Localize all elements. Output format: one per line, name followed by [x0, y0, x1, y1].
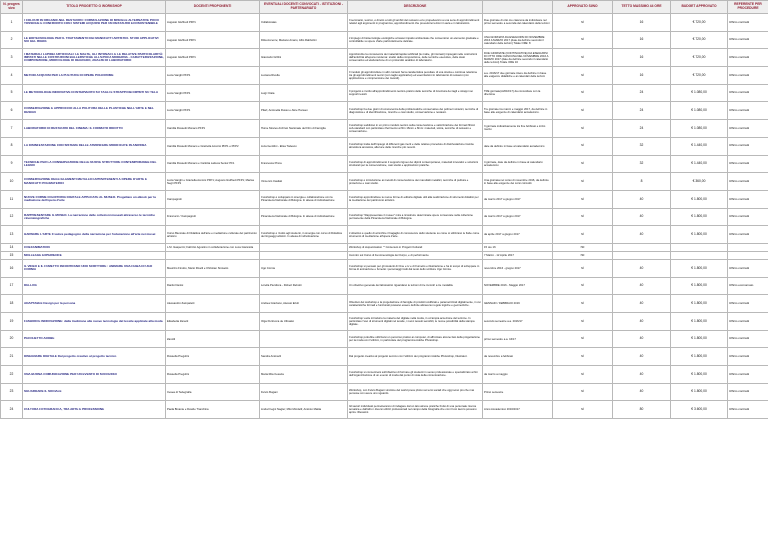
header-description: DESCRIZIONE	[348, 1, 483, 14]
cell-approved: sì	[553, 67, 613, 85]
cell-project-title: LE BIOTECNOLOGIE PER IL TRATTAMENTO DEI MANUFATTI ARTISTICI. STUDI APPLICATIVI SUI GEL RIGIDI.	[23, 31, 166, 49]
cell-dates: GENNAIO / FEBBRAIO 2016	[483, 295, 553, 313]
table-row	[1, 120, 768, 138]
cell-description: Il seminario, teorico, è diretto a tutti gli ambiti del restauro ed è propedeutico a una serie di approfondimenti relativi agli argomenti in programma, approfondimenti che prevedono lezioni in aula e in laboratorio.	[348, 14, 483, 32]
table-row	[1, 190, 768, 208]
cell-guests: Luigi Orata	[260, 84, 348, 102]
cell-hours: 24	[613, 102, 671, 120]
cell-description: Il workshop è introduzione ai metodi di conservazione dei manufatti metallici, tecniche di pulitura e protezione e casi studio.	[348, 173, 483, 191]
cell-description: Il workshop suddiviso in un primo modulo teorico sulla conservazione e valorizzazione dei formati filmici sub-standard con particolare riferimento ai film 16mm e 8mm: materiali, storia, tecniche di restauro e conservazione.	[348, 120, 483, 138]
table-row	[1, 259, 768, 277]
cell-teachers: Francucci / Campagnoli	[166, 208, 260, 226]
cell-hours: 40	[613, 383, 671, 401]
cell-budget: € 3.600,00	[671, 401, 728, 419]
cell-description: Obiettivo del workshop è la progettazione di famiglie di prodotti codificati e parametrizzati digitalmente, in cui caratteristiche formali e funzionali possano essere definite attraverso regole logiche e geometriche.	[348, 295, 483, 313]
cell-teachers: Rossella Pregolini	[166, 366, 260, 384]
cell-teachers: Corso Biennale di Didattica dell'arte e mediazione culturale del patrimonio artistico	[166, 226, 260, 244]
cell-project-title: HARNARE L'ARTE Il valore pedagogico della narrazione per l'educazione all'arte nei musei	[23, 226, 166, 244]
cell-teachers: Cesea di Tedegrafia	[166, 383, 260, 401]
cell-approved: no	[553, 251, 613, 259]
cell-project-title: ADAPTABLE Design per la persona	[23, 295, 166, 313]
cell-guests: Home Movies Archivio Nazionale del Film di Famiglia	[260, 120, 348, 138]
cell-dates: date da definire in base al calendario accademico	[483, 137, 553, 155]
table-row	[1, 49, 768, 67]
cell-dates: 3 giornate indicativamente tra fine febbraio e inizio marzo	[483, 120, 553, 138]
cell-description: Il workshop si pensato per gli studenti di Cine e tv e di Fumetto e illustrazione e ha lo scopo di sviluppare in forma di animazione e fumetto i personaggi tratti dal testo dello scrittore Ugo Cornia.	[348, 259, 483, 277]
cell-row-number: 15	[1, 251, 23, 259]
cell-office: Ufficio contratti	[728, 401, 768, 419]
table-row	[1, 366, 768, 384]
cell-description: Il workshop di approfondimento il supporto ligneo dei dipinti contemporanei, materiali innovativi e soluzioni strutturali per la conservazione, casi studio e applicazioni pratiche.	[348, 155, 483, 173]
cell-hours	[613, 251, 671, 259]
cell-hours: 40	[613, 366, 671, 384]
cell-dates: DUE GIORNATE (CONTINUATIVE) DA ESEGUIRSI DI OTTO ORE CIASCUNA NEL NOVEMBRE 2016 A MARZO 2017 (date da definire secondo il calendario delle lezioni) Totale ORE 16	[483, 49, 553, 67]
cell-teachers: Lucia Vanghi PFP1	[166, 102, 260, 120]
table-row	[1, 401, 768, 419]
cell-approved: sì	[553, 49, 613, 67]
cell-teachers	[166, 251, 260, 259]
cell-hours: 32	[613, 155, 671, 173]
cell-dates: 7 Marzo - 12 Aprile 2017	[483, 251, 553, 259]
table-row	[1, 84, 768, 102]
cell-teachers: Augusto Giuffredi PFP1	[166, 14, 260, 32]
cell-teachers: Augusto Giuffredi PFP1	[166, 31, 260, 49]
cell-approved: sì	[553, 31, 613, 49]
cell-project-title: I COLOUR IN ORGANIC-NEL RESTAURO: FORMULAZIONE DI MISCELE ALTERNATIVE POCO TOSSICHE E CONFRONTO CON I SISTEMI ACQUOSI PER UN RESTAURO ECOSOSTENIBILE	[23, 14, 166, 32]
cell-approved: sì	[553, 259, 613, 277]
table-row	[1, 348, 768, 366]
cell-project-title: CONSERVAZIONE DEGLI ELEMENTI METALLICI APPARTENENTI A OPERE D'ARTE E MANUFATTI POLIMATERICI	[23, 173, 166, 191]
cell-office: Ufficio contratti	[728, 137, 768, 155]
cell-hours: 80	[613, 401, 671, 419]
cell-project-title: PACCHETTO ADOBE	[23, 330, 166, 348]
table-row	[1, 277, 768, 295]
cell-row-number: 16	[1, 259, 23, 277]
header-num: N. progres sivo	[1, 1, 23, 14]
cell-project-title: UNA BUONA COMUNICAZIONE PER UN EVENTO DI SUCCESSO	[23, 366, 166, 384]
cell-guests: Luciana Rivella	[260, 67, 348, 85]
cell-approved: sì	[553, 313, 613, 331]
cell-row-number: 8	[1, 137, 23, 155]
cell-hours: 40	[613, 295, 671, 313]
cell-teachers: Danilo Danisi	[166, 277, 260, 295]
cell-dates: Anno Accademico 2016/2017	[483, 401, 553, 419]
cell-approved: sì	[553, 330, 613, 348]
cell-teachers: Rossella Pregolini	[166, 348, 260, 366]
header-guests: EVENTUALI DOCENTI CONVOCATI - ISTITUZIONI - PARTENARIATO	[260, 1, 348, 14]
cell-row-number: 2	[1, 31, 23, 49]
cell-office: Ufficio contratti	[728, 295, 768, 313]
cell-row-number: 5	[1, 84, 23, 102]
cell-row-number: 23	[1, 383, 23, 401]
cell-approved: sì	[553, 173, 613, 191]
cell-dates: TRE giornate(A2016/17) da concordare con la direzione	[483, 84, 553, 102]
table-row	[1, 137, 768, 155]
cell-project-title: COEXANIMATION	[23, 243, 166, 251]
cell-project-title: I MATERIALI LAPIDEI ARTIFICIALI: LE MALTE, GLI INTONACI. E LE RELATIVE PARTICOLARITÀ: IMPASTI NELLE COSTRUZIONI BALLERSTICHE ALL'EPOCA MODERNA - CARATTERIZZAZIONE, COMPOSIZIONE, MORFOLOGIE DI DEGRADO, ANALISI DI LABORATORIO	[23, 49, 166, 67]
table-row	[1, 67, 768, 85]
cell-office	[728, 243, 768, 251]
cell-approved: sì	[553, 155, 613, 173]
cell-guests: Pilart; Antonella Russo e Alice Hansen	[260, 102, 348, 120]
cell-project-title: MOLLEAGE EXPERIENCE	[23, 251, 166, 259]
cell-row-number: 13	[1, 226, 23, 244]
cell-approved: sì	[553, 190, 613, 208]
cell-budget: € 1.800,00	[671, 277, 728, 295]
table-row	[1, 226, 768, 244]
cell-approved: sì	[553, 277, 613, 295]
cell-dates: NOVEMBRE 2016 - Maggio 2017	[483, 277, 553, 295]
cell-budget: € 1.800,00	[671, 259, 728, 277]
cell-project-title: LABORATORIO DI RESTAURO DEL CINEMA: IL FORMATO RIDOTTO	[23, 120, 166, 138]
header-cfa: TETTO MASSIMO 44 ORE	[613, 1, 671, 14]
cell-teachers: Maurizio Finotto, Mario Rivelli e Christian Sinisetto	[166, 259, 260, 277]
cell-project-title: DISEGNARE DIGITALE Dal progetto creativo al progetto tecnico	[23, 348, 166, 366]
cell-office: Ufficio contratti	[728, 67, 768, 85]
cell-approved: sì	[553, 401, 613, 419]
cell-office: Ufficio contratti	[728, 84, 768, 102]
cell-approved: sì	[553, 14, 613, 32]
header-dates	[483, 1, 553, 14]
cell-hours: 40	[613, 313, 671, 331]
cell-description: Il workshop ha due giorni di conoscenza della problematiche conservative dei polimeri sintetici, tecniche di diagnostica e di identificazione, ricerche e casi studio, conservazione e restauro.	[348, 102, 483, 120]
cell-row-number: 19	[1, 313, 23, 331]
cell-hours: 32	[613, 137, 671, 155]
cell-teachers: Lucia Vanghi PFP1	[166, 84, 260, 102]
cell-row-number: 20	[1, 330, 23, 348]
cell-description: Il workshop potrebbe utilizzarsi un percorso pratico ai computer, di affrontare alcune fasi della progettazione per la moda con l'utilizzo, in particolare del programma Adobe Photoshop.	[348, 330, 483, 348]
cell-description: Workshop di stopanimation "" Contenuto in Progetti Culturali	[348, 243, 483, 251]
cell-row-number: 14	[1, 243, 23, 251]
cell-budget: € 1.800,00	[671, 348, 728, 366]
cell-guests: Francesca Pinna	[260, 155, 348, 173]
cell-row-number: 3	[1, 49, 23, 67]
cell-budget: € 1.080,00	[671, 84, 728, 102]
cell-teachers: Campagnoli	[166, 190, 260, 208]
cell-budget: € 1.800,00	[671, 383, 728, 401]
cell-hours: 40	[613, 348, 671, 366]
cell-dates: a.a. 2016/17 due giornate intere da definire in base alle esigenze didattiche e ai calendari delle lezioni	[483, 67, 553, 85]
cell-dates: 4 giornate, date da definire in base al calendario accademico	[483, 155, 553, 173]
cell-dates: novembre 2016 - giugno 2017	[483, 259, 553, 277]
cell-hours: 16	[613, 14, 671, 32]
cell-teachers: Lucia Vanghi e Graziella Accorsi PFP1; Augusto Giuffredi PFP1; Marisa Negri PFP1	[166, 173, 260, 191]
table-row	[1, 208, 768, 226]
cell-budget: € 1.800,00	[671, 330, 728, 348]
cell-budget: € 720,00	[671, 49, 728, 67]
cell-office: Ufficio economato	[728, 277, 768, 295]
cell-budget: € 1.440,00	[671, 155, 728, 173]
cell-row-number: 17	[1, 277, 23, 295]
cell-office: Ufficio contratti	[728, 383, 768, 401]
cell-row-number: 24	[1, 401, 23, 419]
cell-office: Ufficio contratti	[728, 155, 768, 173]
cell-project-title: FASHION E INNOVAZIONE: dalla tradizione alle nuove tecnologie del tessile applicate alla moda	[23, 313, 166, 331]
table-row	[1, 251, 768, 259]
cell-guests	[260, 243, 348, 251]
cell-approved: sì	[553, 383, 613, 401]
cell-teachers: Augusto Giuffredi PFP1	[166, 49, 260, 67]
cell-office: Ufficio contratti	[728, 49, 768, 67]
cell-office: Ufficio contratti	[728, 366, 768, 384]
cell-guests: Pinacoteca Nazionale di Bologna. In attesa di individuazione	[260, 208, 348, 226]
cell-guests: Fulvio Bugani	[260, 383, 348, 401]
cell-row-number: 12	[1, 208, 23, 226]
table-row	[1, 155, 768, 173]
cell-office: Ufficio contratti	[728, 31, 768, 49]
cell-budget: € 1.080,00	[671, 102, 728, 120]
cell-description: L'obiettivo è quello di arricchire il bagaglio di conoscenze dello studente su come si utilizzano le fiabe come strumento di mediazione all'opera d'arte.	[348, 226, 483, 244]
cell-project-title: SGUARDARE IL SOCIALE	[23, 383, 166, 401]
cell-office: Ufficio contratti	[728, 190, 768, 208]
cell-description: L'impiego di biotecnologie ecologiche a basso impatto ambientale che consentono un elemento graduale e controllabile su opere d'arte particolarmente delicate.	[348, 31, 483, 49]
cell-dates: Tre giornate tra marzo e maggio 2017, da definire in base alle esigenze di calendario accademico.	[483, 102, 553, 120]
cell-approved: sì	[553, 84, 613, 102]
cell-row-number: 22	[1, 366, 23, 384]
cell-teachers: Elisabetta Zanetti	[166, 313, 260, 331]
cell-approved: sì	[553, 348, 613, 366]
cell-guests: Livia Gentilini - Elisa Todesco	[260, 137, 348, 155]
cell-office: Ufficio contratti	[728, 102, 768, 120]
table-row	[1, 173, 768, 191]
cell-budget: € 1.440,00	[671, 137, 728, 155]
cell-project-title: LA DISINFESTAZIONE CON SISTEMA DELLE ATMOSFERE MODIFICATE IN ANOSSIA	[23, 137, 166, 155]
cell-project-title: TECNICHE PER LA CONSERVAZIONE DELLE NUOVE STRUTTURE CONTEMPORANEE DEL LEGNO	[23, 155, 166, 173]
table-row	[1, 313, 768, 331]
cell-teachers: L.M. Gasperini; Fabrizio Agostino in collaborazione con Luca Gianniola	[166, 243, 260, 251]
cell-project-title: CONSERVAZIONE E APPROCCIO ALLA PULITURA DELLE PLASTICHE NELL'ARTE E NEL DESIGN	[23, 102, 166, 120]
cell-approved: sì	[553, 120, 613, 138]
cell-guests: Lorella Pierdicca - Robert Rebotti	[260, 277, 348, 295]
cell-budget: € 1.800,00	[671, 226, 728, 244]
cell-description: Il progetto è rivolto all'approfondimento teorico-pratico delle tecniche di ricucitura dei tagli e strappi nei supporti tessili.	[348, 84, 483, 102]
cell-project-title: LE METODOLOGIE INNOVATIVE DI INTERVENTO SU TAGLI E STRAPPI NEI DIPINTI SU TELA	[23, 84, 166, 102]
cell-budget: € 720,00	[671, 31, 728, 49]
cell-dates: UNA GIORNATA DA ESEGUIRSI DI NOVEMBRE 2016 A MARZO 2017 (date da definire secondo il calendario delle lezioni) Totale ORE: 8	[483, 31, 553, 49]
header-row	[1, 1, 768, 14]
cell-budget: € 720,00	[671, 14, 728, 32]
cell-office: Ufficio contratti	[728, 226, 768, 244]
cell-guests: Sandra Antonelli	[260, 348, 348, 366]
cell-office: Ufficio contratti	[728, 330, 768, 348]
cell-guests: Collaboratas	[260, 14, 348, 32]
cell-project-title: CULTURA FOTOGRAFICA, TRA ARTE E PROFESSIONE	[23, 401, 166, 419]
cell-description: Incontro sul Corso di Fenomenologia del Corpo, e di performanze	[348, 251, 483, 259]
cell-budget	[671, 243, 728, 251]
cell-hours: 40	[613, 259, 671, 277]
cell-office: Ufficio contratti	[728, 173, 768, 191]
table-row	[1, 14, 768, 32]
cell-hours: 40	[613, 226, 671, 244]
cell-row-number: 11	[1, 190, 23, 208]
cell-budget: € 1.800,00	[671, 313, 728, 331]
table-row	[1, 102, 768, 120]
cell-dates: da marzo 2017 a giugno 2017	[483, 208, 553, 226]
cell-project-title: DIA-LOG	[23, 277, 166, 295]
cell-row-number: 4	[1, 67, 23, 85]
table-row	[1, 243, 768, 251]
cell-dates: Due giornate di otto ore ciascuna da individuare nel primo semestre a seconda del calendario delle lezioni	[483, 14, 553, 32]
cell-teachers: Zanolli	[166, 330, 260, 348]
cell-teachers: Camilla Rossetti Monaco e Carlotta Lattuca Senior PF1	[166, 155, 260, 173]
cell-description: Dal progetto creativo al progetto tecnico con l'utilizzo dei programmi Adobe Photoshop, Illustrator.	[348, 348, 483, 366]
header-office: REFERENTE PER PROCEDURE	[728, 1, 768, 14]
cell-budget: € 1.800,00	[671, 295, 728, 313]
cell-description: Il workshop si concentrerà sull'obiettivo di formare gli studenti in senso professionale e specializzato ai fini dell'organizzazione di un evento di moda dal punto di vista della comunicazione.	[348, 366, 483, 384]
cell-description: Gli autori individuati permetteranno di indagare dal un lato alcune pratiche frutto di una personale ricerca tematica e dall'altro i diversi utilizzi professionali nel campo della fotografia che con il loro lavoro possono aprire riflessioni.	[348, 401, 483, 419]
cell-row-number: 10	[1, 173, 23, 191]
header-budget: BUDGET APPROVATO	[671, 1, 728, 14]
cell-guests	[260, 251, 348, 259]
cell-description: Il workshop approfondisce le nuove forme di editoria digitale utili alla realizzazione di strumenti didattici per la mediazione del patrimonio artistico.	[348, 190, 483, 208]
cell-project-title: NUOVE FORME DI EDITORIA DIGITALE APPLICATE AL MUSEO. Progettare un eBook per la mediazione dell'opera d'arte	[23, 190, 166, 208]
cell-description: Il workshop vuole introdurre la materia del digitale nella moda, in un'ampia accezione del termine. In particolare l'uso di strumenti digitali nel tessile, i nuovi tessuti sensibili, le nuove possibilità della stampa digitale.	[348, 313, 483, 331]
cell-project-title: METODI ACQUOSI PER LA PULITURA DI OPERE POLICROME	[23, 67, 166, 85]
cell-office: Ufficio contratti	[728, 348, 768, 366]
header-title: TITOLO PROGETTO O WORKSHOP	[23, 1, 166, 14]
cell-description: Approfondire la conoscenza dei materiali lapidei artificiali (le malte, gli intonaci) impiegati nelle costruzioni dall'antichità all'epoca moderna: studio della composizione, delle tecniche esecutive, delle stato conservativo ed elaborazione di un protocollo analitico di laboratorio.	[348, 49, 483, 67]
cell-guests: Olga Pertrucca de Ultrasko	[260, 313, 348, 331]
cell-dates: da aprile 2017 a giugno 2017	[483, 226, 553, 244]
cell-row-number: 18	[1, 295, 23, 313]
cell-hours: 40	[613, 190, 671, 208]
cell-dates: da marzo a maggio	[483, 366, 553, 384]
cell-row-number: 7	[1, 120, 23, 138]
cell-budget	[671, 251, 728, 259]
table-body	[1, 14, 768, 419]
cell-office: Ufficio contratti	[728, 208, 768, 226]
table-row	[1, 31, 768, 49]
cell-hours	[613, 243, 671, 251]
cell-row-number: 6	[1, 102, 23, 120]
cell-description: Il workshop "Rappresentare il museo" mira a ricostruire determinate opere conservate nella collezione permanente della Pinacoteca Nazionale di Bologna.	[348, 208, 483, 226]
cell-teachers: Alessandro Zampaletti	[166, 295, 260, 313]
cell-row-number: 1	[1, 14, 23, 32]
cell-teachers: Camilla Rossetti Monaco e Graziella Accorsi PFP1 e PFP2	[166, 137, 260, 155]
cell-teachers: Paola Binante e Davide Tranchina	[166, 401, 260, 419]
cell-budget: € 1.800,00	[671, 366, 728, 384]
header-approved: APPROVATO SI/NO	[553, 1, 613, 14]
cell-teachers: Camilla Rossetti Monaco PFP1	[166, 120, 260, 138]
cell-guests: Il workshop è sviluppato in sinergia e collaborazione con la Pinacoteca Nazionale di Bologna. In attesa di individuazione	[260, 190, 348, 208]
cell-office	[728, 251, 768, 259]
cell-guests: Andrea Graziano, Alessio Erioli	[260, 295, 348, 313]
cell-office: Ufficio contratti	[728, 120, 768, 138]
cell-budget: € 1.080,00	[671, 120, 728, 138]
cell-dates: Una giornata nel corso di novembre 2016, da definire in base alle esigenze dei corsi coinvolti.	[483, 173, 553, 191]
cell-office: Ufficio contratti	[728, 313, 768, 331]
cell-description: Il modulo gli approfondisce in altri contesti ha la caratteristica peculiare di una stretta e continua relazione tra gli approfondimenti teorici (con taglio applicativo) ed esercitazioni in laboratorio di restauro (con applicazione e comprensione dei metodi).	[348, 67, 483, 85]
cell-approved: sì	[553, 295, 613, 313]
cell-budget: € 360,00	[671, 173, 728, 191]
cell-hours: 16	[613, 67, 671, 85]
cell-approved: sì	[553, 102, 613, 120]
cell-guests: Giancarlo Grillini	[260, 49, 348, 67]
cell-approved: sì	[553, 137, 613, 155]
cell-budget: € 1.800,00	[671, 208, 728, 226]
cell-description: Il workshop tratta dell'impiego di differenti gas inerti e delle relative procedure di disinfestazione tramite atmosfera anossica, alla luce delle ricerche più recenti.	[348, 137, 483, 155]
cell-row-number: 21	[1, 348, 23, 366]
header-teachers: DOCENTI PROPONENTI	[166, 1, 260, 14]
cell-office: Ufficio contratti	[728, 14, 768, 32]
cell-project-title: RAPPRESENTARE IL MUSEO. La narrazione delle collezioni museali attraverso le tecniche cinematografiche	[23, 208, 166, 226]
cell-guests: Linda Fregni Nagler; Milo Mordelli; Antonio Mattia	[260, 401, 348, 419]
table-row	[1, 383, 768, 401]
cell-dates: primo semestre a.a. 16/17	[483, 330, 553, 348]
cell-dates: da novembre a febbraio	[483, 348, 553, 366]
cell-hours: 16	[613, 49, 671, 67]
cell-guests: Ugo Cornia	[260, 259, 348, 277]
cell-approved: no	[553, 243, 613, 251]
cell-hours: 8	[613, 173, 671, 191]
cell-hours: 24	[613, 120, 671, 138]
cell-hours: 16	[613, 31, 671, 49]
table-row	[1, 295, 768, 313]
cell-description: Un obiettivo generale del laboratorio riguardano le lezioni di tre incontri a tre modalità.	[348, 277, 483, 295]
cell-guests: Il workshop è rivolto agli studenti, in sinergia con corso di Didattica dei linguaggi artistici. In attesa di individuazione	[260, 226, 348, 244]
cell-dates: da marzo 2017 a giugno 2017	[483, 190, 553, 208]
cell-hours: 40	[613, 208, 671, 226]
cell-hours: 40	[613, 330, 671, 348]
cell-teachers: Lucia Vanghi PFP1	[166, 67, 260, 85]
cell-budget: € 1.800,00	[671, 190, 728, 208]
cell-dates: Primo semestre	[483, 383, 553, 401]
cell-approved: sì	[553, 226, 613, 244]
cell-dates: secondo semestre a.a. 2016/17	[483, 313, 553, 331]
cell-hours: 24	[613, 84, 671, 102]
cell-hours: 40	[613, 277, 671, 295]
cell-row-number: 9	[1, 155, 23, 173]
cell-project-title: IL VIDEO E IL FUMETTO INCONTRANO UNO SCRITTORE : ANIMARE UNA FIABA DI UGO CORNIA	[23, 259, 166, 277]
cell-guests	[260, 330, 348, 348]
cell-budget: € 720,00	[671, 67, 728, 85]
cell-description: Workshop, con Fulvio Bugani vincitore del world press photo sui temi sociali che oggi sono più che mai pensose con avere uno sguardo.	[348, 383, 483, 401]
cell-dates: 15 ore 16	[483, 243, 553, 251]
cell-approved: sì	[553, 366, 613, 384]
table-row	[1, 330, 768, 348]
cell-office: Ufficio contratti	[728, 259, 768, 277]
cell-guests: Ditta Accenre; Mariano Amaro, Alfio Rabbolini	[260, 31, 348, 49]
cell-approved: sì	[553, 208, 613, 226]
cell-guests: Vincenzo Casilati	[260, 173, 348, 191]
cell-guests: Maria Rita Cesaria	[260, 366, 348, 384]
